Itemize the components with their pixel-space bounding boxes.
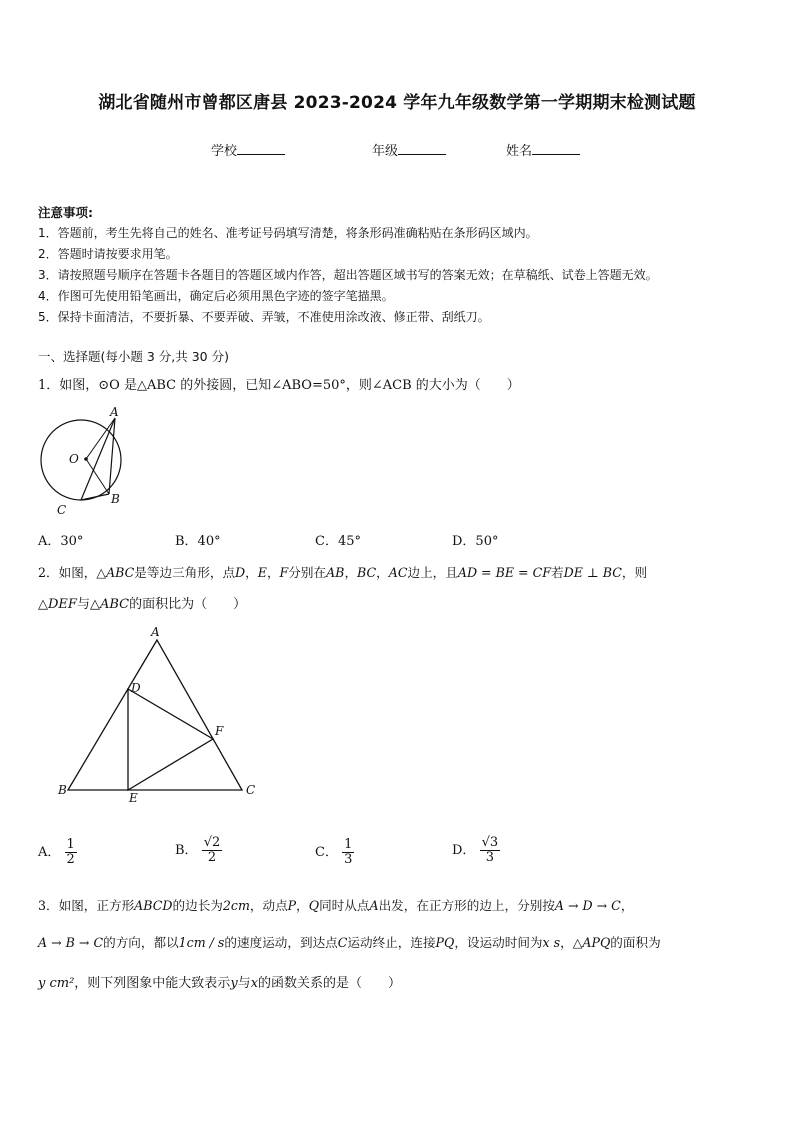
triangle-abc [68,640,242,790]
school-blank[interactable] [237,142,285,155]
triangle-def [128,689,213,790]
q2-text: ， [376,565,389,580]
q1-option-a[interactable]: A．30° [38,534,84,549]
q2-math: △DEF [38,597,77,612]
label-b: B [58,783,67,797]
q3-math: 1cm / s [178,935,225,950]
q2-math: △ABC [89,597,130,612]
q2-math: AC [388,565,408,580]
q2-option-d[interactable] [452,836,500,865]
q3-text: 同时从点 [319,898,370,913]
q2-option-c[interactable] [315,838,354,867]
option-fraction [202,836,223,865]
school-field[interactable] [211,140,285,159]
option-letter: B． [175,843,198,858]
q3-math: PQ [435,935,455,950]
label-c: C [246,783,256,797]
q2-text: 与 [76,597,90,612]
q2-text: ，则 [621,565,648,580]
q3-text: 的方向，都以 [103,935,179,950]
q3-text: ，设运动时间为 [454,935,543,950]
label-c: C [57,503,67,517]
q3-text: ，则下列图象中能大致表示 [74,976,231,991]
q3-text: ， [620,898,634,913]
q3-math: x [250,976,259,991]
q2-math: BC [357,565,377,580]
fraction-numerator: 1 [344,837,353,852]
q3-math: △APQ [572,935,611,950]
notes-heading: 注意事项: [38,205,93,220]
fraction-numerator: 1 [66,837,75,852]
name-field[interactable] [506,140,580,159]
q2-text: 2．如图， [38,565,97,580]
q2-text: 边上，且 [407,565,458,580]
q3-text: 出发，在正方形的边上，分别按 [378,898,555,913]
label-f: F [215,724,224,738]
option-fraction [342,838,354,867]
question-2-line-1 [38,562,647,581]
fraction-numerator: √3 [481,835,499,850]
q1-option-d[interactable]: D．50° [452,534,499,549]
q2-text: ， [266,565,280,580]
question-3-line-1 [38,895,633,914]
page-title: 湖北省随州市曾都区唐县 2023-2024 学年九年级数学第一学期期末检测试题 [98,93,696,113]
q2-text: 是等边三角形，点 [134,565,236,580]
q2-math: E [257,565,267,580]
note-item: 5．保持卡面清洁，不要折暴、不要弄破、弄皱，不准使用涂改液、修正带、刮纸刀。 [38,310,490,324]
q2-text: 分别在 [288,565,327,580]
note-item: 4．作图可先使用铅笔画出，确定后必须用黑色字迹的签字笔描黑。 [38,289,394,303]
fraction-denominator: 2 [66,852,75,867]
q3-text: 的边长为 [172,898,223,913]
question-1-text: 1．如图，⊙O 是△ABC 的外接圆，已知∠ABO=50°，则∠ACB 的大小为（ ） [38,378,520,393]
q2-math: AB [326,565,345,580]
q1-option-c[interactable]: C．45° [315,534,361,549]
q2-math: AD = BE = CF [457,565,551,580]
q3-text: 3．如图，正方形 [38,898,135,913]
q3-math: C [337,935,348,950]
q3-text: 与 [237,976,251,991]
q3-math: A → B → C [38,935,104,950]
question-3-line-3 [38,972,401,991]
name-label: 姓名 [506,144,533,159]
q2-text: 若 [551,565,564,580]
q2-math: △ABC [96,565,135,580]
option-fraction [480,836,501,865]
q2-text: ， [344,565,358,580]
q3-math: x s [542,935,561,950]
notes-list [38,223,768,328]
q2-triangle-figure [52,622,262,807]
note-item: 2．答题时请按要求用笔。 [38,247,178,261]
note-item: 1．答题前，考生先将自己的姓名、准考证号码填写清楚，将条形码准确粘贴在条形码区域内。 [38,226,538,240]
q3-math: P [287,898,297,913]
q3-math: A [369,898,379,913]
q2-text: ， [245,565,258,580]
q3-text: ， [560,935,573,950]
q3-math: y [230,976,238,991]
q3-text: ，动点 [249,898,288,913]
q3-text: 运动终止，连接 [347,935,436,950]
q3-math: y cm² [38,976,75,991]
label-o: O [69,452,79,466]
fraction-denominator: 2 [207,850,217,865]
question-2-line-2 [38,593,246,612]
name-blank[interactable] [532,142,580,155]
q2-math: D [235,565,246,580]
q2-text: 的面积比为（ ） [129,597,247,612]
fraction-denominator: 3 [344,852,353,867]
option-fraction [65,838,77,867]
note-item: 3．请按照题号顺序在答题卡各题目的答题区域内作答，超出答题区域书写的答案无效；在草稿纸、试卷上答题无效。 [38,268,658,282]
fraction-denominator: 3 [485,850,494,865]
question-3-line-2 [38,932,661,951]
q2-option-b[interactable] [175,836,222,865]
q2-math: F [279,565,289,580]
q1-option-b[interactable]: B．40° [175,534,221,549]
q3-math: Q [308,898,320,913]
q1-circle-figure [36,402,136,522]
label-e: E [129,791,138,805]
school-label: 学校 [211,144,238,159]
q2-option-a[interactable] [38,838,77,867]
segment-bc [81,494,109,500]
fraction-numerator: √2 [203,835,221,850]
option-letter: A． [38,845,61,860]
label-a: A [151,625,160,639]
grade-field[interactable] [372,140,446,159]
option-letter: C． [315,845,338,860]
option-letter: D． [452,843,476,858]
grade-blank[interactable] [398,142,446,155]
q3-math: A → D → C [554,898,621,913]
q3-math: 2cm [222,898,250,913]
q2-math: DE ⊥ BC [563,565,622,580]
q3-math: ABCD [134,898,173,913]
section-heading: 一、选择题(每小题 3 分,共 30 分) [38,349,229,364]
q3-text: 的面积为 [610,935,661,950]
grade-label: 年级 [372,144,399,159]
q3-text: ， [296,898,309,913]
segment-ob [86,459,109,494]
q3-text: 的函数关系的是（ ） [258,976,402,991]
label-a: A [110,405,119,419]
q3-text: 的速度运动，到达点 [224,935,338,950]
label-d: D [131,681,141,695]
label-b: B [111,492,120,506]
center-point [84,457,88,461]
